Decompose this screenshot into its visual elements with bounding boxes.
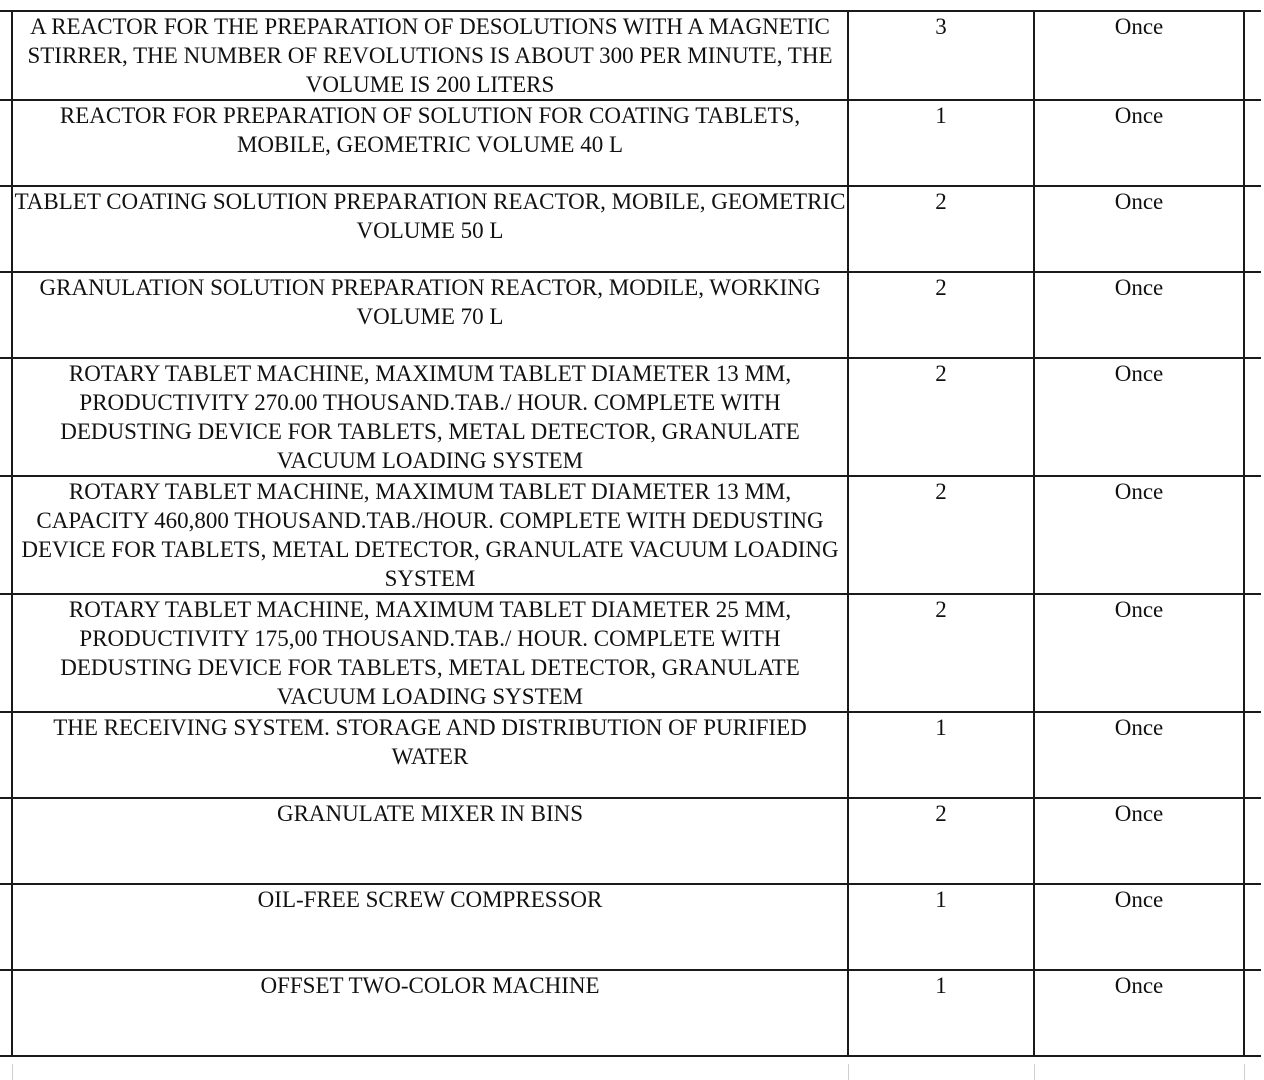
row-margin-cell xyxy=(0,884,12,970)
row-trailing-cell xyxy=(1244,100,1261,186)
row-trailing-cell xyxy=(1244,186,1261,272)
table-row xyxy=(0,884,1261,970)
quantity-cell: 2 xyxy=(848,798,1034,884)
equipment-name-cell: THE RECEIVING SYSTEM. STORAGE AND DISTRIBUTION OF PURIFIED WATER xyxy=(12,712,848,798)
row-margin-cell xyxy=(0,100,12,186)
row-margin-cell xyxy=(0,358,12,476)
next-row-edge xyxy=(0,1064,1264,1080)
faint-gridline xyxy=(12,1064,13,1080)
quantity-cell: 1 xyxy=(848,100,1034,186)
row-trailing-cell xyxy=(1244,476,1261,594)
row-trailing-cell xyxy=(1244,798,1261,884)
table-row xyxy=(0,186,1261,272)
equipment-name-cell: A REACTOR FOR THE PREPARATION OF DESOLUTIONS WITH A MAGNETIC STIRRER, THE NUMBER OF REVOLUTIONS IS ABOUT 300 PER MINUTE, THE VOLUME IS 200 LITERS xyxy=(12,11,848,100)
row-trailing-cell xyxy=(1244,712,1261,798)
row-trailing-cell xyxy=(1244,594,1261,712)
quantity-cell: 1 xyxy=(848,712,1034,798)
faint-gridline xyxy=(848,1064,849,1080)
quantity-cell: 1 xyxy=(848,884,1034,970)
quantity-cell: 2 xyxy=(848,594,1034,712)
table-row xyxy=(0,358,1261,476)
quantity-cell: 3 xyxy=(848,11,1034,100)
quantity-cell: 2 xyxy=(848,272,1034,358)
equipment-name-cell: OFFSET TWO-COLOR MACHINE xyxy=(12,970,848,1056)
frequency-cell: Once xyxy=(1034,712,1244,798)
row-trailing-cell xyxy=(1244,970,1261,1056)
frequency-cell: Once xyxy=(1034,272,1244,358)
row-margin-cell xyxy=(0,272,12,358)
row-trailing-cell xyxy=(1244,358,1261,476)
row-margin-cell xyxy=(0,594,12,712)
row-trailing-cell xyxy=(1244,11,1261,100)
equipment-name-cell: ROTARY TABLET MACHINE, MAXIMUM TABLET DIAMETER 25 MM, PRODUCTIVITY 175,00 THOUSAND.TAB./ HOUR. COMPLETE WITH DEDUSTING DEVICE FOR TABLETS, METAL DETECTOR, GRANULATE VACUUM LOADING SYSTEM xyxy=(12,594,848,712)
frequency-cell: Once xyxy=(1034,798,1244,884)
table-row xyxy=(0,798,1261,884)
frequency-cell: Once xyxy=(1034,970,1244,1056)
table-row xyxy=(0,476,1261,594)
equipment-table xyxy=(0,10,1261,1057)
equipment-name-cell: ROTARY TABLET MACHINE, MAXIMUM TABLET DIAMETER 13 MM, CAPACITY 460,800 THOUSAND.TAB./HOUR. COMPLETE WITH DEDUSTING DEVICE FOR TABLETS, METAL DETECTOR, GRANULATE VACUUM LOADING SYSTEM xyxy=(12,476,848,594)
table-row xyxy=(0,594,1261,712)
row-margin-cell xyxy=(0,186,12,272)
row-margin-cell xyxy=(0,712,12,798)
frequency-cell: Once xyxy=(1034,594,1244,712)
row-trailing-cell xyxy=(1244,272,1261,358)
frequency-cell: Once xyxy=(1034,358,1244,476)
table-row xyxy=(0,272,1261,358)
frequency-cell: Once xyxy=(1034,186,1244,272)
frequency-cell: Once xyxy=(1034,11,1244,100)
frequency-cell: Once xyxy=(1034,100,1244,186)
equipment-name-cell: TABLET COATING SOLUTION PREPARATION REACTOR, MOBILE, GEOMETRIC VOLUME 50 L xyxy=(12,186,848,272)
equipment-name-cell: GRANULATION SOLUTION PREPARATION REACTOR, MODILE, WORKING VOLUME 70 L xyxy=(12,272,848,358)
table-row xyxy=(0,11,1261,100)
quantity-cell: 1 xyxy=(848,970,1034,1056)
faint-gridline xyxy=(1034,1064,1035,1080)
table-row xyxy=(0,970,1261,1056)
table-row xyxy=(0,712,1261,798)
quantity-cell: 2 xyxy=(848,186,1034,272)
equipment-name-cell: OIL-FREE SCREW COMPRESSOR xyxy=(12,884,848,970)
row-trailing-cell xyxy=(1244,884,1261,970)
frequency-cell: Once xyxy=(1034,884,1244,970)
quantity-cell: 2 xyxy=(848,476,1034,594)
row-margin-cell xyxy=(0,798,12,884)
equipment-name-cell: GRANULATE MIXER IN BINS xyxy=(12,798,848,884)
row-margin-cell xyxy=(0,11,12,100)
equipment-name-cell: REACTOR FOR PREPARATION OF SOLUTION FOR COATING TABLETS, MOBILE, GEOMETRIC VOLUME 40 L xyxy=(12,100,848,186)
frequency-cell: Once xyxy=(1034,476,1244,594)
equipment-name-cell: ROTARY TABLET MACHINE, MAXIMUM TABLET DIAMETER 13 MM, PRODUCTIVITY 270.00 THOUSAND.TAB./ HOUR. COMPLETE WITH DEDUSTING DEVICE FOR TABLETS, METAL DETECTOR, GRANULATE VACUUM LOADING SYSTEM xyxy=(12,358,848,476)
quantity-cell: 2 xyxy=(848,358,1034,476)
row-margin-cell xyxy=(0,476,12,594)
table-row xyxy=(0,100,1261,186)
row-margin-cell xyxy=(0,970,12,1056)
faint-gridline xyxy=(1244,1064,1245,1080)
